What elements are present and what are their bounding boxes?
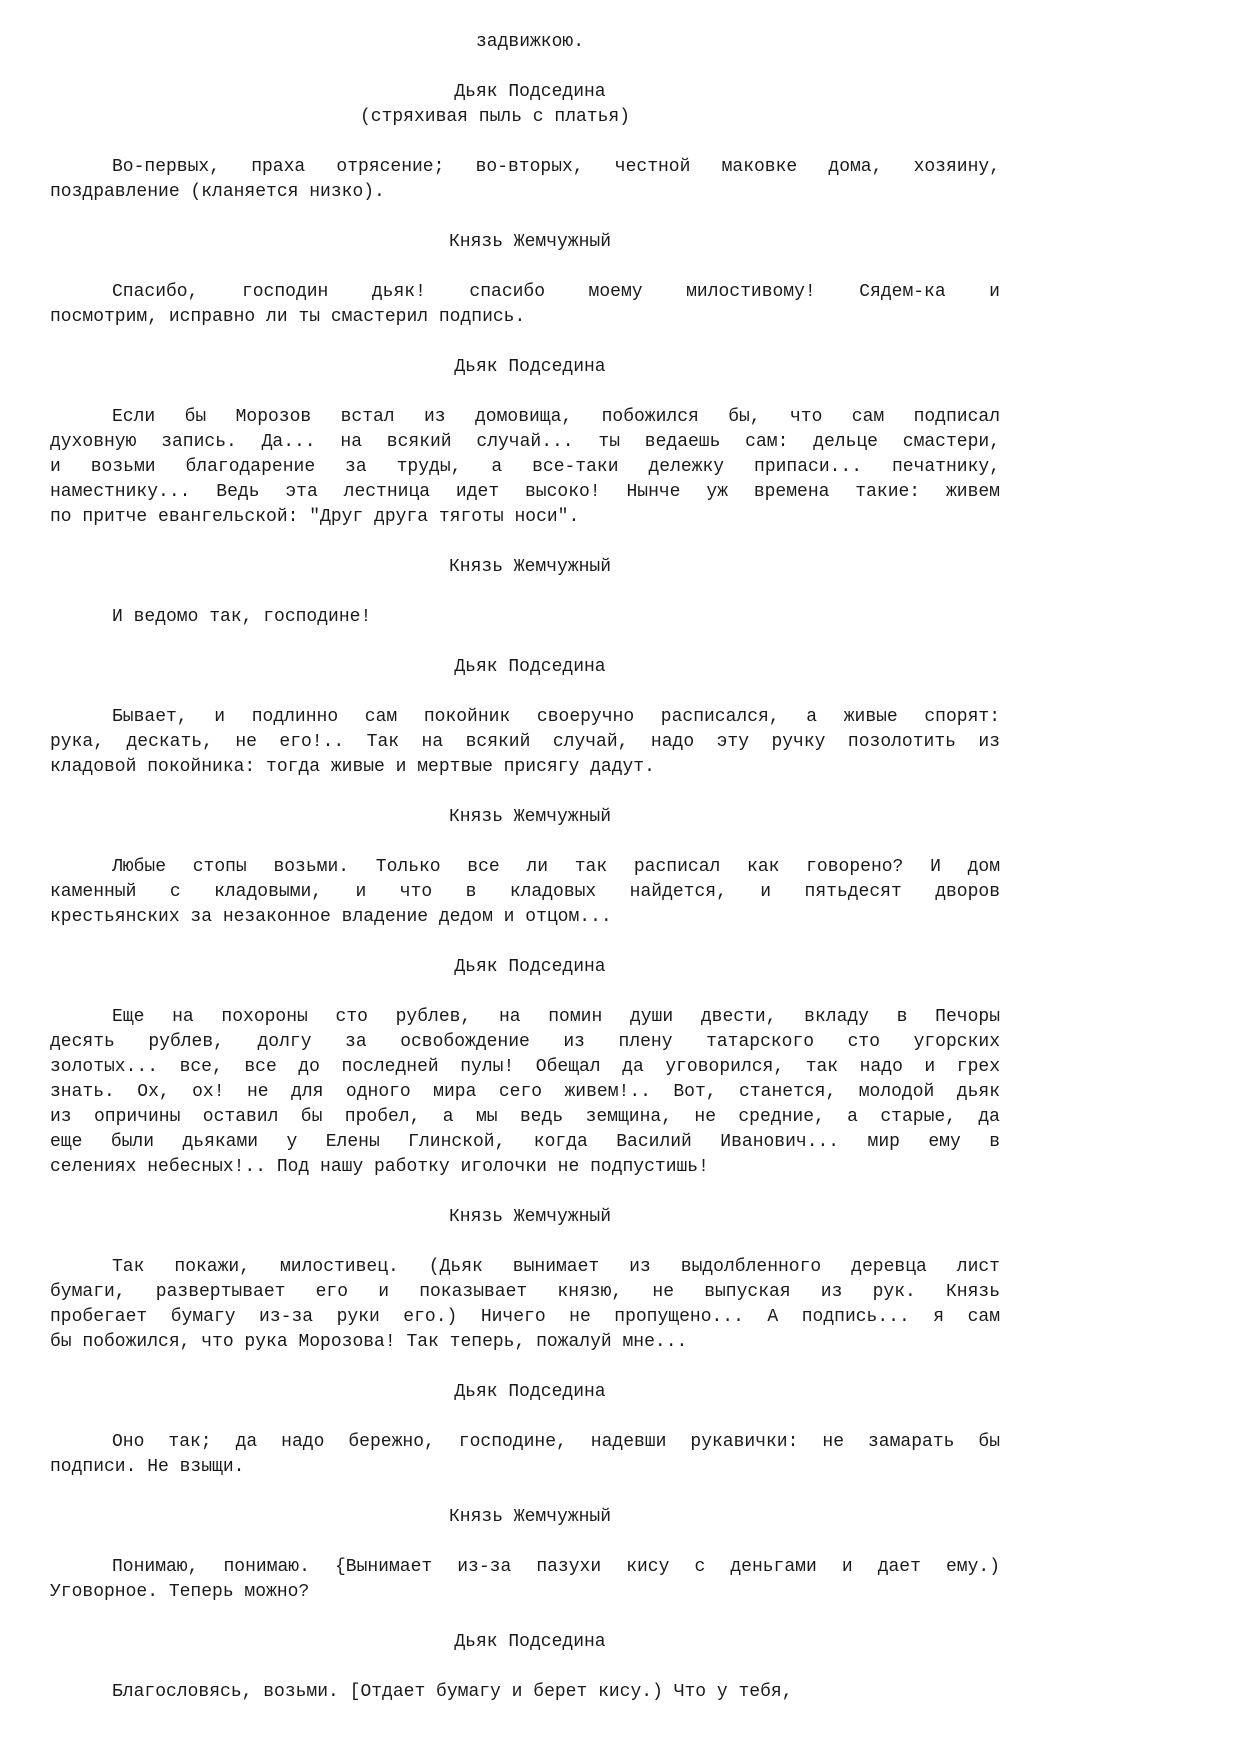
speaker-name: Дьяк Подседина	[454, 357, 606, 377]
paragraph-line: Любые стопы возьми. Только все ли так расписал как говорено? И дом	[112, 857, 1000, 877]
paragraph-line: бы побожился, что рука Морозова! Так теперь, пожалуй мне...	[50, 1332, 688, 1352]
paragraph-line: крестьянских за незаконное владение дедом и отцом...	[50, 907, 612, 927]
paragraph-line: каменный с кладовыми, и что в кладовых найдется, и пятьдесят дворов	[50, 882, 1000, 902]
speaker-name: Князь Жемчужный	[448, 557, 612, 577]
dialogue-paragraph	[50, 1430, 1000, 1480]
paragraph-line: Понимаю, понимаю. {Вынимает из-за пазухи кису с деньгами и дает ему.)	[112, 1557, 1000, 1577]
paragraph-line: Еще на похороны сто рублев, на помин души двести, вкладу в Печоры	[112, 1007, 1000, 1027]
speaker-name: Князь Жемчужный	[448, 1507, 612, 1527]
speaker-name: Князь Жемчужный	[448, 1207, 612, 1227]
document-page	[50, 30, 1000, 1730]
paragraph-line: Если бы Морозов встал из домовища, побожился бы, что сам подписал	[112, 407, 1000, 427]
paragraph-line: Оно так; да надо бережно, господине, надевши рукавички: не замарать бы	[112, 1432, 1000, 1452]
paragraph-line: наместнику... Ведь эта лестница идет высоко! Нынче уж времена такие: живем	[50, 482, 1000, 502]
paragraph-line: Так покажи, милостивец. (Дьяк вынимает из выдолбленного деревца лист	[112, 1257, 1000, 1277]
paragraph-line: подписи. Не взыщи.	[50, 1457, 245, 1477]
paragraph-line: Благословясь, возьми. [Отдает бумагу и берет кису.) Что у тебя,	[112, 1682, 793, 1702]
speaker-name: Дьяк Подседина	[454, 1382, 606, 1402]
paragraph-line: и возьми благодарение за труды, а все-таки дележку припаси... печатнику,	[50, 457, 1000, 477]
paragraph-line: еще были дьяками у Елены Глинской, когда Василий Иванович... мир ему в	[50, 1132, 1000, 1152]
speaker-name: Дьяк Подседина	[454, 957, 606, 977]
paragraph-line: селениях небесных!.. Под нашу работку иголочки не подпустишь!	[50, 1157, 709, 1177]
dialogue-paragraph	[50, 280, 1000, 330]
dialogue-paragraph	[50, 1680, 1000, 1705]
dialogue-paragraph	[50, 405, 1000, 530]
speaker-name: Дьяк Подседина	[454, 1632, 606, 1652]
paragraph-line: рука, дескать, не его!.. Так на всякий случай, надо эту ручку позолотить из	[50, 732, 1000, 752]
dialogue-paragraph	[50, 855, 1000, 930]
paragraph-line: десять рублев, долгу за освобождение из плену татарского сто угорских	[50, 1032, 1000, 1052]
speaker-name: Князь Жемчужный	[448, 807, 612, 827]
continuation-text: задвижкою.	[475, 32, 585, 52]
paragraph-line: Во-первых, праха отрясение; во-вторых, честной маковке дома, хозяину,	[112, 157, 1000, 177]
speaker-name: Дьяк Подседина	[454, 657, 606, 677]
speaker-name: Дьяк Подседина	[454, 82, 606, 102]
dialogue-paragraph	[50, 1555, 1000, 1605]
dialogue-paragraph	[50, 605, 1000, 630]
paragraph-line: посмотрим, исправно ли ты смастерил подпись.	[50, 307, 526, 327]
speaker-name: Князь Жемчужный	[448, 232, 612, 252]
paragraph-line: бумаги, развертывает его и показывает князю, не выпуская из рук. Князь	[50, 1282, 1000, 1302]
paragraph-line: поздравление (кланяется низко).	[50, 182, 385, 202]
paragraph-line: из опричины оставил бы пробел, а мы ведь земщина, не средние, а старые, да	[50, 1107, 1000, 1127]
paragraph-line: знать. Ох, ох! не для одного мира сего живем!.. Вот, станется, молодой дьяк	[50, 1082, 1000, 1102]
stage-direction: (стряхивая пыль с платья)	[359, 107, 631, 127]
paragraph-line: золотых... все, все до последней пулы! Обещал да уговорился, так надо и грех	[50, 1057, 1000, 1077]
paragraph-line: Бывает, и подлинно сам покойник своеручно расписался, а живые спорят:	[112, 707, 1000, 727]
paragraph-line: Спасибо, господин дьяк! спасибо моему милостивому! Сядем-ка и	[112, 282, 1000, 302]
paragraph-line: И ведомо так, господине!	[112, 607, 372, 627]
dialogue-paragraph	[50, 1005, 1000, 1180]
paragraph-line: пробегает бумагу из-за руки его.) Ничего не пропущено... А подпись... я сам	[50, 1307, 1000, 1327]
paragraph-line: Уговорное. Теперь можно?	[50, 1582, 310, 1602]
paragraph-line: по притче евангельской: "Друг друга тяготы носи".	[50, 507, 580, 527]
paragraph-line: духовную запись. Да... на всякий случай... ты ведаешь сам: дельце смастери,	[50, 432, 1000, 452]
dialogue-paragraph	[50, 155, 1000, 205]
paragraph-line: кладовой покойника: тогда живые и мертвые присягу дадут.	[50, 757, 655, 777]
dialogue-paragraph	[50, 1255, 1000, 1355]
dialogue-paragraph	[50, 705, 1000, 780]
